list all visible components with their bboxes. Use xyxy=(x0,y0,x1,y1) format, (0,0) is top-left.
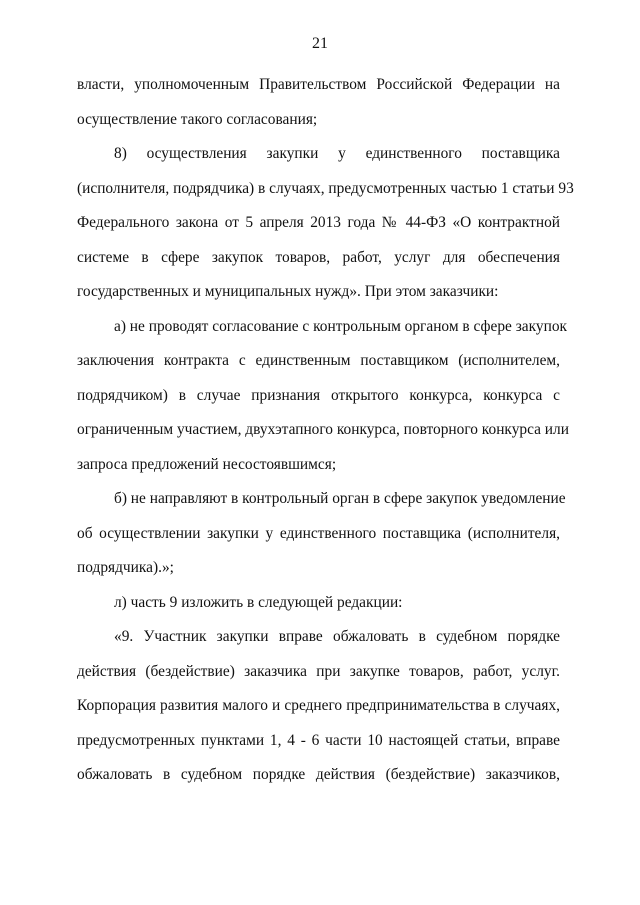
text-line: власти, уполномоченным Правительством Российской Федерации на xyxy=(77,76,560,93)
text-line: Корпорация развития малого и среднего предпринимательства в случаях, xyxy=(77,697,560,714)
text-line: системе в сфере закупок товаров, работ, услуг для обеспечения xyxy=(77,248,560,266)
text-line: предусмотренных пунктами 1, 4 - 6 части 10 настоящей статьи, вправе xyxy=(77,731,560,749)
text-line: заключения контракта с единственным поставщиком (исполнителем, xyxy=(77,352,560,369)
text-line: действия (бездействие) заказчика при закупке товаров, работ, услуг. xyxy=(77,662,560,680)
text-line: «9. Участник закупки вправе обжаловать в судебном порядке xyxy=(114,628,560,645)
text-line: л) часть 9 изложить в следующей редакции: xyxy=(114,593,403,611)
text-line: об осуществлении закупки у единственного поставщика (исполнителя, xyxy=(77,524,560,542)
text-line: запроса предложений несостоявшимся; xyxy=(77,455,337,473)
text-line: подрядчиком) в случае признания открытого конкурса, конкурса с xyxy=(77,386,560,404)
text-line: б) не направляют в контрольный орган в сфере закупок уведомление xyxy=(114,490,566,507)
text-line: а) не проводят согласование с контрольным органом в сфере закупок xyxy=(114,317,567,335)
page-number: 21 xyxy=(312,35,328,52)
text-line: обжаловать в судебном порядке действия (бездействие) заказчиков, xyxy=(77,766,560,783)
text-line: Федерального закона от 5 апреля 2013 года № 44-ФЗ «О контрактной xyxy=(77,214,560,231)
document-body xyxy=(77,68,574,793)
text-line: 8) осуществления закупки у единственного поставщика xyxy=(114,145,560,162)
text-line: осуществление такого согласования; xyxy=(77,110,318,128)
text-line: ограниченным участием, двухэтапного конкурса, повторного конкурса или xyxy=(77,421,569,438)
text-line: (исполнителя, подрядчика) в случаях, предусмотренных частью 1 статьи 93 xyxy=(77,179,574,197)
text-line: подрядчика).»; xyxy=(77,559,174,576)
text-line: государственных и муниципальных нужд». При этом заказчики: xyxy=(77,283,499,300)
